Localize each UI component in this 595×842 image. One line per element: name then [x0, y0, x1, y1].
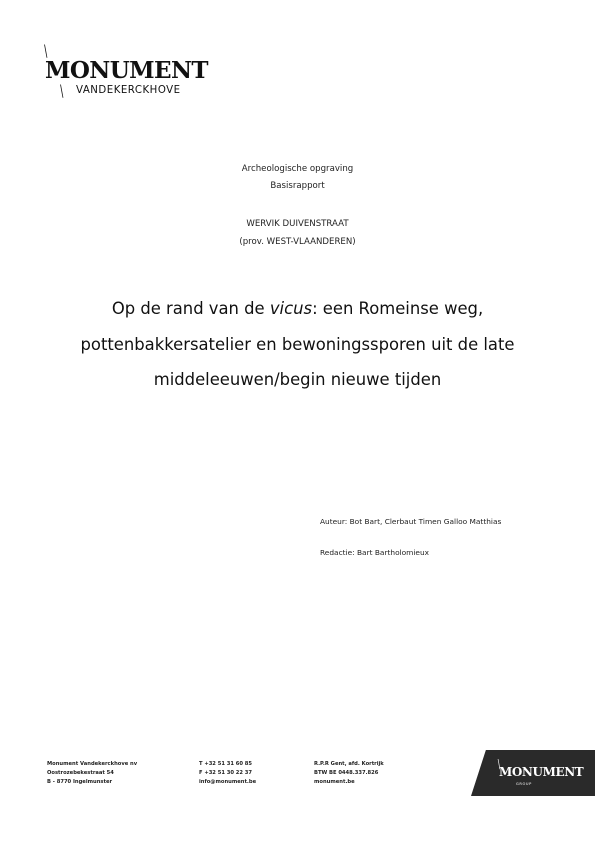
footer-company-block [47, 760, 137, 788]
footer-street: Oostrozebekestraat 54 [47, 770, 114, 777]
logo-slash-top: \ [44, 41, 48, 60]
footer-registration-block [314, 760, 384, 788]
footer-contact-block [199, 760, 256, 788]
badge-subline: GROUP [516, 782, 532, 786]
title-line-1 [40, 291, 555, 327]
editor: Redactie: Bart Bartholomieux [320, 548, 430, 557]
footer-fax: F +32 51 30 22 37 [199, 770, 253, 777]
title-line-3: middeleeuwen/begin nieuwe tijden [153, 370, 442, 389]
province: (prov. WEST-VLAANDEREN) [239, 237, 356, 247]
logo-subline: VANDEKERCKHOVE [76, 85, 181, 96]
footer-website[interactable]: monument.be [314, 779, 355, 786]
report-type: Archeologische opgraving [241, 164, 354, 174]
title-line-1-start: Op de rand van de [111, 299, 270, 318]
logo-wordmark: MONUMENT [45, 57, 208, 84]
footer-city: B - 8770 Ingelmunster [47, 779, 113, 786]
badge-wordmark: MONUMENT [499, 765, 584, 779]
logo-slash-bottom: \ [60, 81, 64, 100]
badge-slash: \ [497, 757, 501, 771]
title-line-2: pottenbakkersatelier en bewoningssporen uit de late [80, 334, 515, 354]
title-line-1-end: : een Romeinse weg, [312, 299, 484, 318]
footer-company-name: Monument Vandekerckhove nv [47, 761, 138, 767]
footer-phone: T +32 51 31 60 85 [199, 761, 253, 767]
title-italic-word: vicus [269, 299, 313, 318]
report-title [40, 291, 555, 398]
footer-rpr: R.P.R Gent, afd. Kortrijk [314, 761, 384, 767]
report-kind: Basisrapport [270, 181, 325, 191]
authors: Auteur: Bot Bart, Clerbaut Timen Galloo Matthias [320, 517, 502, 526]
footer-email[interactable]: info@monument.be [199, 779, 257, 786]
site-name: WERVIK DUIVENSTRAAT [246, 219, 349, 229]
footer-vat: BTW BE 0448.337.826 [314, 770, 379, 777]
